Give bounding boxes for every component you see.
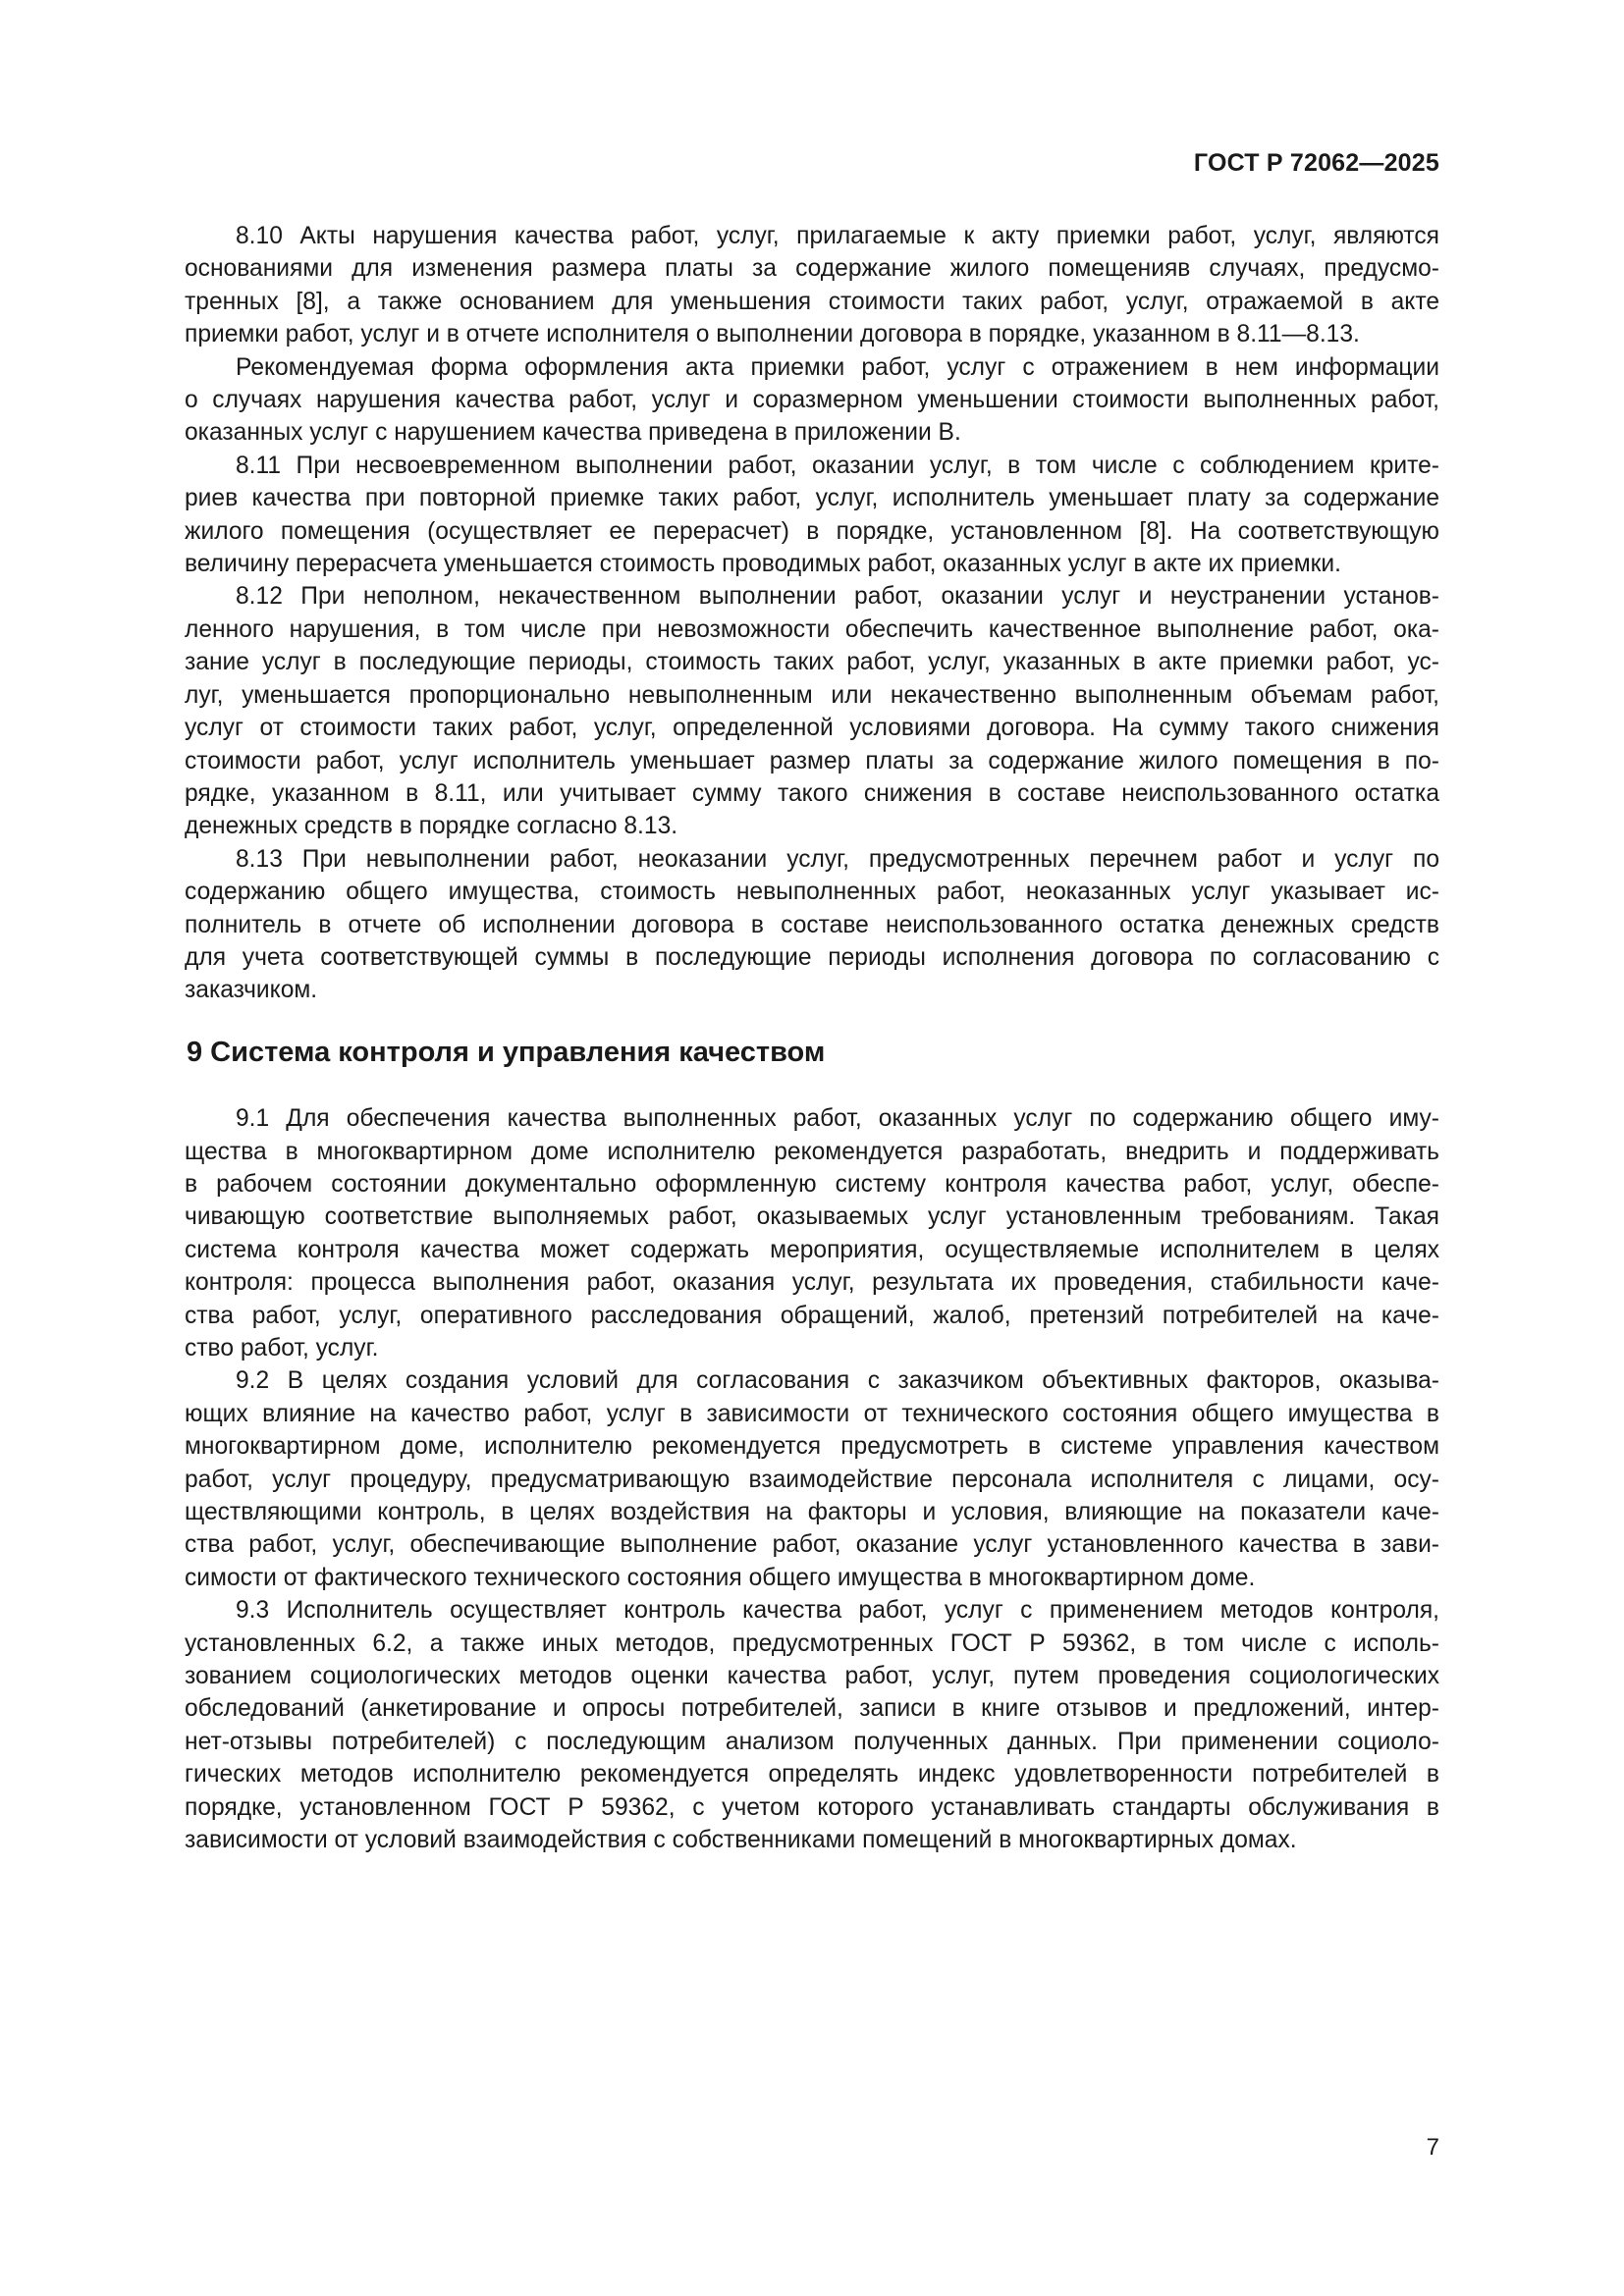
text-line: ство работ, услуг.	[185, 1335, 379, 1362]
text-line: многоквартирном доме, исполнителю рекомендуется предусмотреть в системе управления качеством	[185, 1433, 1439, 1461]
paragraph-8-10-recommendation	[185, 351, 1439, 450]
paragraph-9-2	[185, 1364, 1439, 1594]
text-line: 8.11 При несвоевременном выполнении работ, оказании услуг, в том числе с соблюдением крите-	[236, 452, 1439, 479]
text-line: тренных [8], а также основанием для уменьшения стоимости таких работ, услуг, отражаемой в акте	[185, 288, 1439, 315]
text-line: нет-отзывы потребителей) с последующим анализом полученных данных. При применении социоло-	[185, 1728, 1439, 1755]
text-line: зависимости от условий взаимодействия с собственниками помещений в многоквартирных домах.	[185, 1827, 1297, 1854]
text-line: 8.13 При невыполнении работ, неоказании услуг, предусмотренных перечнем работ и услуг по	[236, 845, 1439, 873]
text-line: риев качества при повторной приемке таких работ, услуг, исполнитель уменьшает плату за содержание	[185, 485, 1439, 512]
text-line: порядке, установленном ГОСТ Р 59362, с учетом которого устанавливать стандарты обслуживания в	[185, 1793, 1439, 1821]
text-line: 8.12 При неполном, некачественном выполнении работ, оказании услуг и неустранении установ-	[236, 583, 1439, 611]
section-9-title: 9 Система контроля и управления качеством	[187, 1036, 826, 1068]
text-line: содержанию общего имущества, стоимость невыполненных работ, неоказанных услуг указывает ис-	[185, 879, 1439, 906]
text-line: контроля: процесса выполнения работ, оказания услуг, результата их проведения, стабильности каче-	[185, 1269, 1439, 1297]
text-line: ства работ, услуг, обеспечивающие выполнение работ, оказание услуг установленного качества в зави-	[185, 1531, 1439, 1559]
text-line: чивающую соответствие выполняемых работ, оказываемых услуг установленным требованиям. Такая	[185, 1203, 1439, 1231]
text-line: 9.2 В целях создания условий для согласования с заказчиком объективных факторов, оказыва-	[236, 1367, 1439, 1395]
text-line: обследований (анкетирование и опросы потребителей, записи в книге отзывов и предложений, интер-	[185, 1695, 1439, 1723]
paragraph-8-10	[185, 220, 1439, 351]
text-line: 9.3 Исполнитель осуществляет контроль качества работ, услуг с применением методов контроля,	[236, 1597, 1439, 1625]
text-line: луг, уменьшается пропорционально невыполненным или некачественно выполненным объемам работ,	[185, 681, 1439, 709]
paragraph-9-3	[185, 1594, 1439, 1856]
text-line: Рекомендуемая форма оформления акта приемки работ, услуг с отражением в нем информации	[236, 353, 1439, 381]
text-line: величину перерасчета уменьшается стоимость проводимых работ, оказанных услуг в акте их приемки.	[185, 551, 1341, 578]
text-line: основаниями для изменения размера платы за содержание жилого помещенияв случаях, предусмо-	[185, 255, 1439, 283]
text-line: симости от фактического технического состояния общего имущества в многоквартирном доме.	[185, 1564, 1256, 1591]
text-line: щества в многоквартирном доме исполнителю рекомендуется разработать, внедрить и поддерживать	[185, 1138, 1439, 1165]
text-line: 9.1 Для обеспечения качества выполненных работ, оказанных услуг по содержанию общего иму-	[236, 1105, 1439, 1133]
text-line: жилого помещения (осуществляет ее перерасчет) в порядке, установленном [8]. На соответствующую	[185, 517, 1439, 545]
text-line: ществляющими контроль, в целях воздействия на факторы и условия, влияющие на показатели каче-	[185, 1499, 1439, 1526]
text-line: зованием социологических методов оценки качества работ, услуг, путем проведения социологических	[185, 1663, 1439, 1690]
text-line: гических методов исполнителю рекомендуется определять индекс удовлетворенности потребителей в	[185, 1761, 1439, 1789]
text-line: ющих влияние на качество работ, услуг в зависимости от технического состояния общего имущества в	[185, 1400, 1439, 1427]
text-line: ства работ, услуг, оперативного расследования обращений, жалоб, претензий потребителей на каче-	[185, 1302, 1439, 1329]
text-line: о случаях нарушения качества работ, услуг и соразмерном уменьшении стоимости выполненных работ,	[185, 387, 1439, 414]
paragraph-8-13	[185, 843, 1439, 1007]
text-line: заказчиком.	[185, 977, 318, 1004]
text-line: полнитель в отчете об исполнении договора в составе неиспользованного остатка денежных средств	[185, 911, 1439, 938]
text-line: 8.10 Акты нарушения качества работ, услуг, прилагаемые к акту приемки работ, услуг, являются	[236, 223, 1439, 249]
text-line: зание услуг в последующие периоды, стоимость таких работ, услуг, указанных в акте приемки работ, ус-	[185, 649, 1439, 676]
document-body	[185, 220, 1439, 1857]
paragraph-9-1	[185, 1102, 1439, 1364]
text-line: приемки работ, услуг и в отчете исполнителя о выполнении договора в порядке, указанном в 8.11—8.13.	[185, 321, 1360, 348]
text-line: для учета соответствующей суммы в последующие периоды исполнения договора по согласованию с	[185, 943, 1439, 971]
text-line: работ, услуг процедуру, предусматривающую взаимодействие персонала исполнителя с лицами, осу-	[185, 1466, 1439, 1493]
text-line: ленного нарушения, в том числе при невозможности обеспечить качественное выполнение работ, ока-	[185, 615, 1439, 643]
document-id-header: ГОСТ Р 72062—2025	[1193, 149, 1439, 177]
text-line: система контроля качества может содержать мероприятия, осуществляемые исполнителем в целях	[185, 1236, 1439, 1263]
text-line: денежных средств в порядке согласно 8.13.	[185, 813, 678, 840]
text-line: стоимости работ, услуг исполнитель уменьшает размер платы за содержание жилого помещения в по-	[185, 747, 1439, 774]
page-number: 7	[1426, 2134, 1439, 2161]
text-line: рядке, указанном в 8.11, или учитывает сумму такого снижения в составе неиспользованного остатка	[185, 779, 1439, 807]
text-line: услуг от стоимости таких работ, услуг, определенной условиями договора. На сумму такого снижения	[185, 715, 1439, 742]
text-line: установленных 6.2, а также иных методов, предусмотренных ГОСТ Р 59362, в том числе с исполь-	[185, 1629, 1439, 1657]
text-line: в рабочем состоянии документально оформленную систему контроля качества работ, услуг, обеспе-	[185, 1170, 1439, 1198]
text-line: оказанных услуг с нарушением качества приведена в приложении В.	[185, 419, 961, 447]
paragraph-8-11	[185, 450, 1439, 581]
paragraph-8-12	[185, 580, 1439, 842]
